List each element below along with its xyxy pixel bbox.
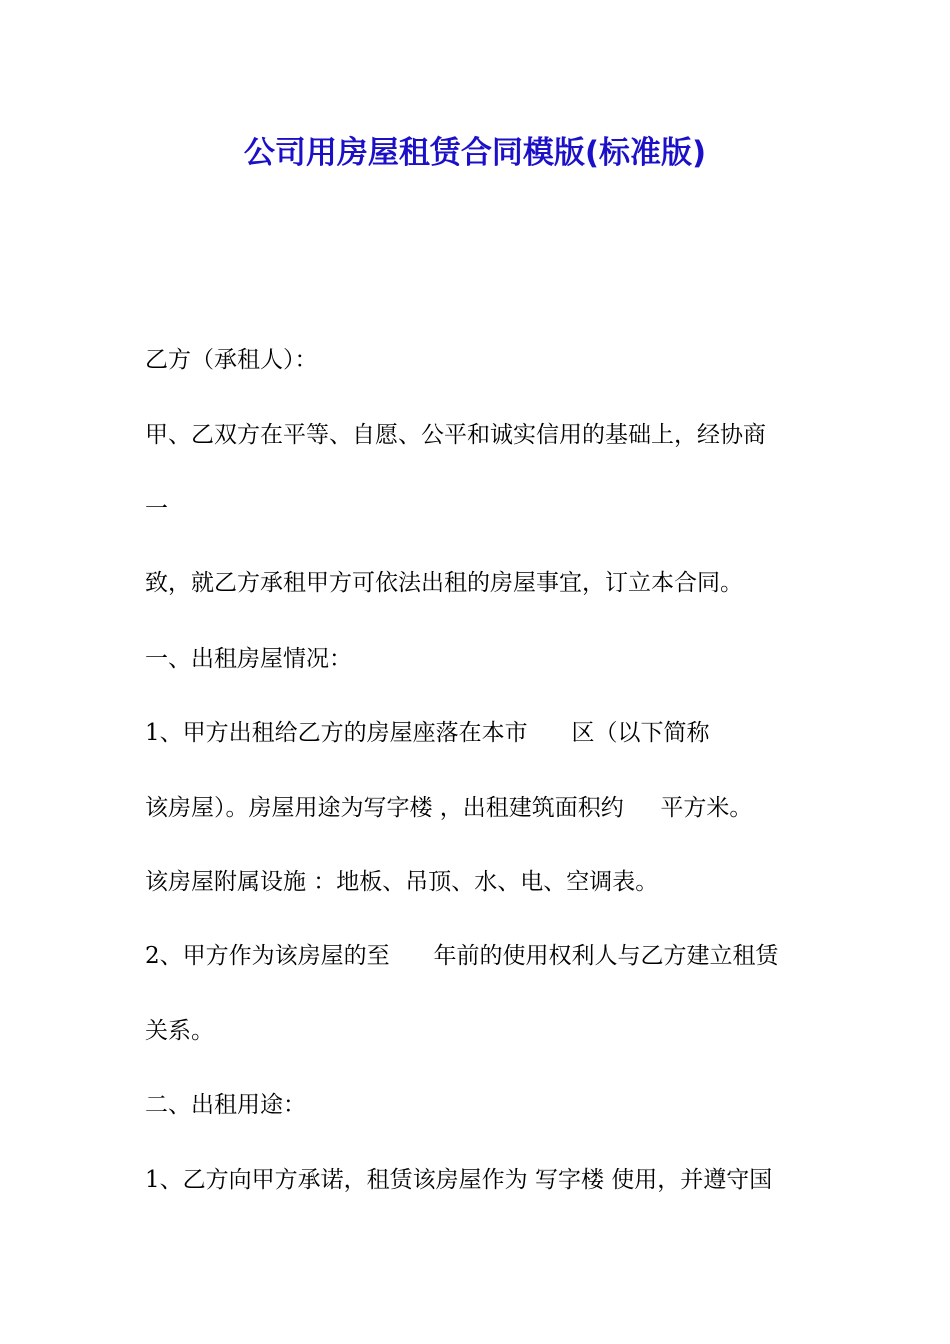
paragraph-line: 该房屋）。房屋用途为写字楼 ，出租建筑面积约 平方米。 — [145, 795, 753, 821]
paragraph-line: 甲、乙双方在平等、自愿、公平和诚实信用的基础上，经协商 — [145, 422, 766, 448]
paragraph-line: 致，就乙方承租甲方可依法出租的房屋事宜，订立本合同。 — [145, 570, 743, 596]
paragraph-line: 该房屋附属设施 ：地板、吊顶、水、电、空调表。 — [145, 869, 659, 895]
section-heading: 一、出租房屋情况： — [145, 646, 352, 672]
paragraph-line: 一 — [145, 496, 168, 522]
document-title: 公司用房屋租赁合同模版(标准版) — [243, 135, 707, 171]
paragraph-line: 1、甲方出租给乙方的房屋座落在本市 区（以下简称 — [145, 720, 710, 746]
paragraph-line: 2、甲方作为该房屋的至 年前的使用权利人与乙方建立租赁 — [145, 943, 779, 969]
paragraph-line: 1、乙方向甲方承诺，租赁该房屋作为 写字楼 使用，并遵守国 — [145, 1167, 773, 1193]
section-heading: 二、出租用途： — [145, 1092, 306, 1118]
paragraph-line: 乙方（承租人）： — [145, 347, 318, 373]
paragraph-line: 关系。 — [145, 1018, 214, 1044]
